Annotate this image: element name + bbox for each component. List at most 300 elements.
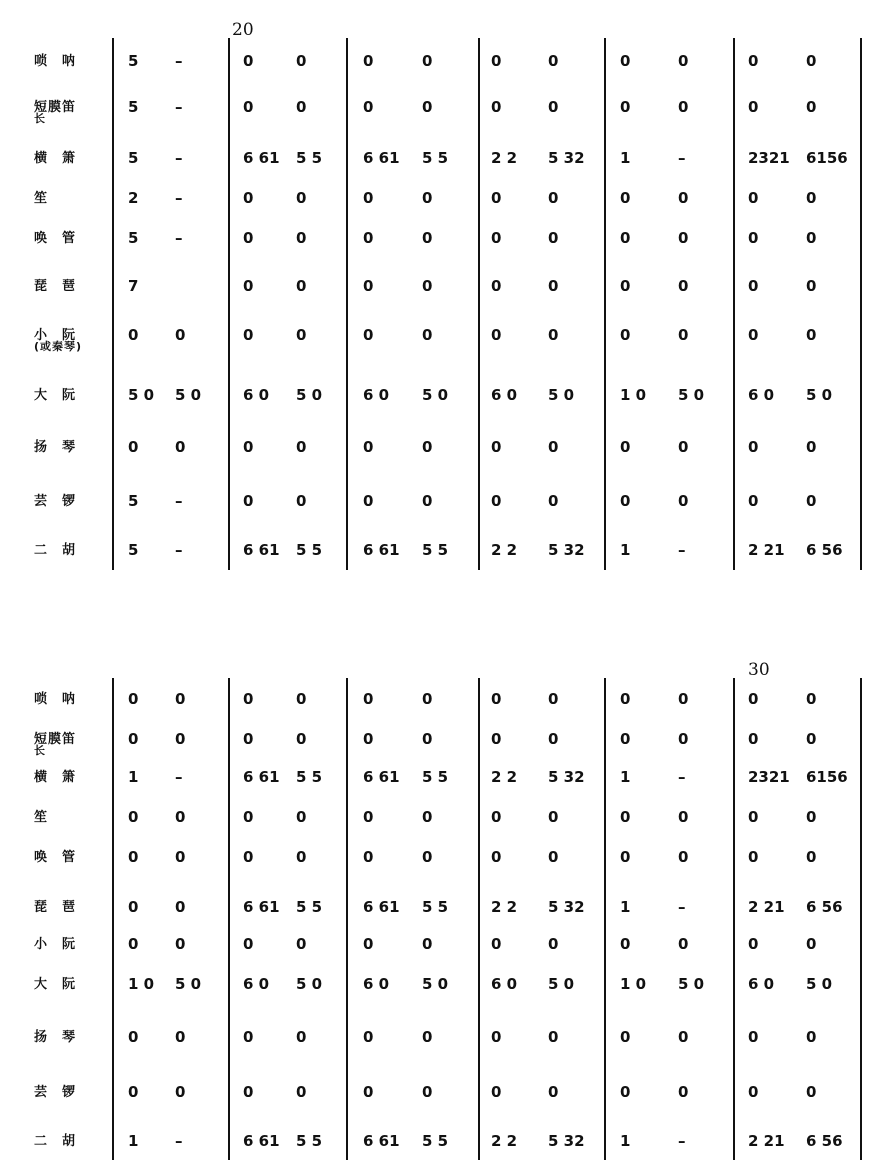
system2-note: 1 0 bbox=[620, 975, 647, 993]
system1-note: 0 bbox=[748, 326, 759, 344]
system1-barline bbox=[346, 38, 348, 570]
system1-note: 0 bbox=[243, 189, 254, 207]
system1-note: 0 bbox=[296, 326, 307, 344]
system2-note: 5 5 bbox=[296, 898, 323, 916]
system1-note: – bbox=[175, 492, 183, 510]
system2-note: 0 bbox=[422, 848, 433, 866]
system1-note: 0 bbox=[422, 189, 433, 207]
system2-note: 0 bbox=[678, 730, 689, 748]
system1-instrument-label: 笙 bbox=[34, 191, 49, 206]
system1-instrument-sublabel: (或秦琴) bbox=[34, 340, 83, 353]
system1-barline bbox=[478, 38, 480, 570]
system2-note: 0 bbox=[175, 898, 186, 916]
system2-note: 0 bbox=[748, 690, 759, 708]
system1-note: 5 32 bbox=[548, 149, 585, 167]
system1-note: – bbox=[175, 189, 183, 207]
system1-note: 0 bbox=[678, 229, 689, 247]
system2-note: 0 bbox=[806, 730, 817, 748]
system1-note: 0 bbox=[678, 326, 689, 344]
system2-note: 1 bbox=[128, 768, 139, 786]
system1-note: 0 bbox=[422, 98, 433, 116]
system1-note: 0 bbox=[806, 277, 817, 295]
system2-note: 0 bbox=[806, 848, 817, 866]
system1-note: 0 bbox=[748, 277, 759, 295]
system1-note: 5 bbox=[128, 229, 139, 247]
system1-note: 0 bbox=[243, 492, 254, 510]
system2-note: 0 bbox=[748, 808, 759, 826]
system1-note: – bbox=[175, 149, 183, 167]
system2-note: 6 0 bbox=[243, 975, 270, 993]
system1-barline bbox=[604, 38, 606, 570]
system1-note: 2 21 bbox=[748, 541, 785, 559]
system1-note: 5 0 bbox=[806, 386, 833, 404]
system1-note: 0 bbox=[548, 52, 559, 70]
system2-note: – bbox=[678, 1132, 686, 1150]
system1-note: 5 0 bbox=[548, 386, 575, 404]
system2-note: 6 0 bbox=[363, 975, 390, 993]
system2-instrument-label: 小 阮 bbox=[34, 937, 77, 952]
system2-note: 0 bbox=[548, 1083, 559, 1101]
system2-note: 0 bbox=[363, 1028, 374, 1046]
system2-note: 0 bbox=[422, 1083, 433, 1101]
system2-note: 0 bbox=[128, 848, 139, 866]
system2-note: 0 bbox=[678, 808, 689, 826]
system2-note: 6 61 bbox=[243, 1132, 280, 1150]
system2-note: 6 61 bbox=[363, 1132, 400, 1150]
system1-note: – bbox=[678, 541, 686, 559]
system1-note: 0 bbox=[748, 438, 759, 456]
system1-note: 0 bbox=[296, 492, 307, 510]
system1-note: 0 bbox=[491, 229, 502, 247]
system1-instrument-label: 短膜笛 bbox=[34, 100, 77, 115]
system1-note: 5 0 bbox=[422, 386, 449, 404]
system2-note: 0 bbox=[620, 808, 631, 826]
system1-note: 0 bbox=[620, 229, 631, 247]
system1-note: 0 bbox=[422, 492, 433, 510]
system2-note: 0 bbox=[548, 730, 559, 748]
system1-note: 0 bbox=[620, 326, 631, 344]
system2-note: 0 bbox=[491, 690, 502, 708]
system1-note: 5 bbox=[128, 541, 139, 559]
system2-note: 5 0 bbox=[678, 975, 705, 993]
system2-instrument-label: 唤 管 bbox=[34, 850, 77, 865]
system2-note: 5 0 bbox=[296, 975, 323, 993]
system2-note: 0 bbox=[363, 730, 374, 748]
system1-note: 6 61 bbox=[363, 541, 400, 559]
system2-note: 6 61 bbox=[243, 768, 280, 786]
system1-note: 0 bbox=[296, 229, 307, 247]
system1-measure-number: 20 bbox=[232, 20, 254, 40]
system1-note: 0 bbox=[422, 438, 433, 456]
system1-note: 0 bbox=[243, 98, 254, 116]
system1-note: – bbox=[678, 149, 686, 167]
system1-note: 0 bbox=[678, 52, 689, 70]
system2-instrument-label: 芸 锣 bbox=[34, 1085, 77, 1100]
system1-note: 2 2 bbox=[491, 149, 518, 167]
system1-instrument-label: 唤 管 bbox=[34, 231, 77, 246]
system2-note: 0 bbox=[422, 690, 433, 708]
system1-note: 0 bbox=[128, 438, 139, 456]
system1-note: 5 0 bbox=[678, 386, 705, 404]
system2-note: 0 bbox=[620, 935, 631, 953]
system2-note: 0 bbox=[243, 1028, 254, 1046]
system1-note: 5 5 bbox=[422, 149, 449, 167]
system1-note: 5 0 bbox=[175, 386, 202, 404]
system1-note: 2321 bbox=[748, 149, 790, 167]
system2-instrument-label: 琵 琶 bbox=[34, 900, 77, 915]
system1-instrument-label: 二 胡 bbox=[34, 543, 77, 558]
system1-note: 0 bbox=[678, 98, 689, 116]
system2-note: 2 2 bbox=[491, 768, 518, 786]
system1-note: 0 bbox=[243, 438, 254, 456]
system2-note: 5 5 bbox=[422, 768, 449, 786]
system2-note: 0 bbox=[128, 898, 139, 916]
system1-note: 0 bbox=[678, 438, 689, 456]
system1-note: 0 bbox=[491, 52, 502, 70]
system1-note: 0 bbox=[363, 277, 374, 295]
system1-note: 6 56 bbox=[806, 541, 843, 559]
system2-note: 5 32 bbox=[548, 768, 585, 786]
system2-note: 0 bbox=[422, 1028, 433, 1046]
system2-note: 0 bbox=[620, 690, 631, 708]
system1-note: 0 bbox=[363, 326, 374, 344]
system2-note: 0 bbox=[548, 808, 559, 826]
system2-barline bbox=[733, 678, 735, 1160]
system2-note: 6 0 bbox=[491, 975, 518, 993]
system1-note: 0 bbox=[296, 98, 307, 116]
system2-note: 5 0 bbox=[175, 975, 202, 993]
system2-note: 1 bbox=[620, 1132, 631, 1150]
system2-note: 0 bbox=[422, 935, 433, 953]
system1-note: 0 bbox=[806, 326, 817, 344]
system2-instrument-label: 扬 琴 bbox=[34, 1030, 77, 1045]
system1-note: 7 bbox=[128, 277, 139, 295]
system2-note: 0 bbox=[128, 808, 139, 826]
system2-note: 0 bbox=[678, 1083, 689, 1101]
system1-note: 0 bbox=[806, 52, 817, 70]
system2-note: 0 bbox=[243, 730, 254, 748]
system1-note: 0 bbox=[548, 189, 559, 207]
system1-note: 0 bbox=[548, 98, 559, 116]
system1-note: 0 bbox=[128, 326, 139, 344]
system2-note: 0 bbox=[175, 935, 186, 953]
system2-note: 5 0 bbox=[422, 975, 449, 993]
system1-system-bracket bbox=[112, 38, 114, 570]
system2-note: 0 bbox=[296, 935, 307, 953]
system1-note: – bbox=[175, 541, 183, 559]
system1-note: 0 bbox=[491, 492, 502, 510]
system2-note: 0 bbox=[175, 1083, 186, 1101]
system2-note: 5 5 bbox=[422, 1132, 449, 1150]
system1-note: 5 bbox=[128, 98, 139, 116]
system2-note: 0 bbox=[548, 1028, 559, 1046]
system2-measure-number: 30 bbox=[748, 660, 770, 680]
system2-note: 2 2 bbox=[491, 1132, 518, 1150]
system2-note: 0 bbox=[806, 808, 817, 826]
system1-note: 0 bbox=[296, 277, 307, 295]
system2-note: 0 bbox=[548, 848, 559, 866]
system1-note: 5 5 bbox=[296, 541, 323, 559]
system1-note: 0 bbox=[620, 492, 631, 510]
system1-note: 5 5 bbox=[296, 149, 323, 167]
system2-note: 0 bbox=[296, 730, 307, 748]
system1-note: 5 bbox=[128, 149, 139, 167]
system1-note: 0 bbox=[620, 277, 631, 295]
system2-note: 0 bbox=[806, 690, 817, 708]
system1-instrument-label: 唢 呐 bbox=[34, 54, 77, 69]
system1-note: 0 bbox=[491, 189, 502, 207]
system1-note: 0 bbox=[748, 492, 759, 510]
system2-note: 6 0 bbox=[748, 975, 775, 993]
system1-note: 0 bbox=[296, 189, 307, 207]
system2-note: 5 32 bbox=[548, 898, 585, 916]
system2-note: 0 bbox=[491, 848, 502, 866]
system2-note: 0 bbox=[748, 730, 759, 748]
system2-note: 0 bbox=[491, 730, 502, 748]
system1-note: 0 bbox=[620, 189, 631, 207]
system1-note: 6 61 bbox=[363, 149, 400, 167]
system1-note: 0 bbox=[678, 492, 689, 510]
system1-note: 0 bbox=[548, 229, 559, 247]
system2-note: 0 bbox=[548, 690, 559, 708]
system1-note: 5 0 bbox=[128, 386, 155, 404]
system2-note: 0 bbox=[296, 808, 307, 826]
system1-note: 6 0 bbox=[243, 386, 270, 404]
system2-instrument-label: 二 胡 bbox=[34, 1134, 77, 1149]
system1-note: 0 bbox=[748, 52, 759, 70]
system1-note: – bbox=[175, 98, 183, 116]
system2-note: – bbox=[175, 1132, 183, 1150]
system2-note: 0 bbox=[748, 935, 759, 953]
system1-note: 6156 bbox=[806, 149, 848, 167]
system1-instrument-label: 芸 锣 bbox=[34, 494, 77, 509]
system2-note: – bbox=[678, 898, 686, 916]
system1-note: 0 bbox=[806, 98, 817, 116]
system2-note: 6 61 bbox=[243, 898, 280, 916]
system2-note: 0 bbox=[175, 808, 186, 826]
system2-note: 2 21 bbox=[748, 898, 785, 916]
system1-barline bbox=[228, 38, 230, 570]
system2-note: 0 bbox=[806, 1083, 817, 1101]
system2-note: 0 bbox=[175, 848, 186, 866]
system2-note: 5 0 bbox=[548, 975, 575, 993]
system2-note: 0 bbox=[128, 730, 139, 748]
system1-note: 0 bbox=[296, 438, 307, 456]
system1-note: 0 bbox=[620, 52, 631, 70]
system1-note: 0 bbox=[363, 229, 374, 247]
system2-note: 0 bbox=[748, 1083, 759, 1101]
system2-note: 0 bbox=[243, 848, 254, 866]
system2-note: 0 bbox=[620, 848, 631, 866]
system1-note: 0 bbox=[363, 492, 374, 510]
system2-note: – bbox=[175, 768, 183, 786]
system1-note: 0 bbox=[806, 189, 817, 207]
system2-note: 0 bbox=[678, 690, 689, 708]
system1-note: – bbox=[175, 229, 183, 247]
system2-instrument-label: 短膜笛 bbox=[34, 732, 77, 747]
system2-note: 0 bbox=[128, 690, 139, 708]
system2-note: 0 bbox=[806, 1028, 817, 1046]
system1-note: 0 bbox=[422, 326, 433, 344]
system2-note: 0 bbox=[620, 730, 631, 748]
system2-system-bracket bbox=[112, 678, 114, 1160]
system2-note: – bbox=[678, 768, 686, 786]
system2-note: 0 bbox=[748, 1028, 759, 1046]
system2-note: 0 bbox=[243, 690, 254, 708]
system1-note: 0 bbox=[806, 438, 817, 456]
system2-barline bbox=[228, 678, 230, 1160]
system1-note: 0 bbox=[678, 277, 689, 295]
system1-note: 0 bbox=[620, 98, 631, 116]
system2-instrument-label: 唢 呐 bbox=[34, 692, 77, 707]
system2-note: 1 bbox=[620, 898, 631, 916]
system2-note: 0 bbox=[128, 1083, 139, 1101]
system1-note: 0 bbox=[422, 52, 433, 70]
system1-note: 6 0 bbox=[363, 386, 390, 404]
system2-note: 2321 bbox=[748, 768, 790, 786]
system2-note: 6 61 bbox=[363, 768, 400, 786]
system2-note: 0 bbox=[128, 935, 139, 953]
system2-instrument-sublabel: 长 bbox=[34, 744, 46, 757]
system1-note: 0 bbox=[678, 189, 689, 207]
system2-note: 6 56 bbox=[806, 898, 843, 916]
system2-barline bbox=[478, 678, 480, 1160]
system2-note: 0 bbox=[296, 848, 307, 866]
system2-note: 0 bbox=[678, 935, 689, 953]
system2-note: 1 0 bbox=[128, 975, 155, 993]
system2-note: 0 bbox=[491, 935, 502, 953]
system2-note: 0 bbox=[363, 848, 374, 866]
system2-note: 0 bbox=[296, 1028, 307, 1046]
system2-note: 1 bbox=[128, 1132, 139, 1150]
system1-note: 0 bbox=[175, 326, 186, 344]
system2-note: 0 bbox=[491, 1028, 502, 1046]
system2-note: 0 bbox=[175, 1028, 186, 1046]
system1-note: 0 bbox=[422, 277, 433, 295]
system1-note: 5 5 bbox=[422, 541, 449, 559]
system1-note: 0 bbox=[548, 438, 559, 456]
system2-barline bbox=[860, 678, 862, 1160]
system1-note: 0 bbox=[363, 98, 374, 116]
system2-note: 0 bbox=[422, 730, 433, 748]
system2-instrument-label: 笙 bbox=[34, 810, 49, 825]
system1-note: 0 bbox=[748, 98, 759, 116]
system2-note: 0 bbox=[296, 1083, 307, 1101]
system1-note: 0 bbox=[243, 52, 254, 70]
system1-note: 0 bbox=[548, 326, 559, 344]
system2-note: 0 bbox=[175, 730, 186, 748]
system1-note: 6 0 bbox=[748, 386, 775, 404]
system2-note: 5 0 bbox=[806, 975, 833, 993]
system2-note: 2 21 bbox=[748, 1132, 785, 1150]
system1-note: 1 0 bbox=[620, 386, 647, 404]
system1-instrument-sublabel: 长 bbox=[34, 112, 46, 125]
system1-instrument-label: 琵 琶 bbox=[34, 279, 77, 294]
system1-note: 6 61 bbox=[243, 149, 280, 167]
system1-note: 0 bbox=[491, 326, 502, 344]
system2-note: 0 bbox=[243, 1083, 254, 1101]
system1-note: 1 bbox=[620, 149, 631, 167]
system1-instrument-label: 小 阮 bbox=[34, 328, 77, 343]
system2-note: 5 32 bbox=[548, 1132, 585, 1150]
system2-note: 5 5 bbox=[296, 768, 323, 786]
system1-note: 2 2 bbox=[491, 541, 518, 559]
system1-note: 0 bbox=[363, 52, 374, 70]
system1-note: 5 0 bbox=[296, 386, 323, 404]
system1-note: 1 bbox=[620, 541, 631, 559]
system2-note: 0 bbox=[748, 848, 759, 866]
system1-barline bbox=[733, 38, 735, 570]
system2-note: 0 bbox=[363, 808, 374, 826]
system1-barline bbox=[860, 38, 862, 570]
system2-note: 0 bbox=[806, 935, 817, 953]
system2-note: 0 bbox=[243, 935, 254, 953]
system2-instrument-label: 大 阮 bbox=[34, 977, 77, 992]
system1-instrument-label: 横 箫 bbox=[34, 151, 77, 166]
system1-note: 6 0 bbox=[491, 386, 518, 404]
system2-note: 0 bbox=[243, 808, 254, 826]
system2-note: 1 bbox=[620, 768, 631, 786]
system2-instrument-label: 横 箫 bbox=[34, 770, 77, 785]
system1-note: 6 61 bbox=[243, 541, 280, 559]
system1-note: 0 bbox=[296, 52, 307, 70]
system1-note: 0 bbox=[363, 189, 374, 207]
system2-note: 5 5 bbox=[296, 1132, 323, 1150]
system1-note: 0 bbox=[806, 492, 817, 510]
system2-barline bbox=[604, 678, 606, 1160]
system1-note: 0 bbox=[620, 438, 631, 456]
system2-note: 0 bbox=[678, 848, 689, 866]
system2-note: 0 bbox=[363, 935, 374, 953]
system2-note: 0 bbox=[296, 690, 307, 708]
system1-note: 0 bbox=[748, 229, 759, 247]
system2-note: 0 bbox=[422, 808, 433, 826]
system1-note: 0 bbox=[243, 229, 254, 247]
system2-note: 0 bbox=[678, 1028, 689, 1046]
system1-note: 0 bbox=[243, 326, 254, 344]
system2-note: 0 bbox=[491, 808, 502, 826]
system1-note: 0 bbox=[422, 229, 433, 247]
system1-note: 0 bbox=[363, 438, 374, 456]
system2-note: 0 bbox=[548, 935, 559, 953]
system1-note: 0 bbox=[548, 492, 559, 510]
system1-note: 0 bbox=[491, 438, 502, 456]
system1-instrument-label: 扬 琴 bbox=[34, 440, 77, 455]
system2-note: 0 bbox=[363, 690, 374, 708]
system1-note: 0 bbox=[748, 189, 759, 207]
system2-note: 0 bbox=[491, 1083, 502, 1101]
system2-note: 0 bbox=[363, 1083, 374, 1101]
system2-note: 5 5 bbox=[422, 898, 449, 916]
system1-note: 0 bbox=[491, 98, 502, 116]
system2-note: 0 bbox=[128, 1028, 139, 1046]
system1-note: 0 bbox=[243, 277, 254, 295]
system2-note: 6 61 bbox=[363, 898, 400, 916]
system2-note: 0 bbox=[620, 1083, 631, 1101]
system1-note: 0 bbox=[806, 229, 817, 247]
system2-note: 0 bbox=[620, 1028, 631, 1046]
system1-note: 2 bbox=[128, 189, 139, 207]
system1-instrument-label: 大 阮 bbox=[34, 388, 77, 403]
system1-note: 5 bbox=[128, 52, 139, 70]
system1-note: 0 bbox=[491, 277, 502, 295]
system1-note: 0 bbox=[548, 277, 559, 295]
system1-note: 5 32 bbox=[548, 541, 585, 559]
system1-note: – bbox=[175, 52, 183, 70]
system2-note: 0 bbox=[175, 690, 186, 708]
system2-barline bbox=[346, 678, 348, 1160]
system1-note: 5 bbox=[128, 492, 139, 510]
